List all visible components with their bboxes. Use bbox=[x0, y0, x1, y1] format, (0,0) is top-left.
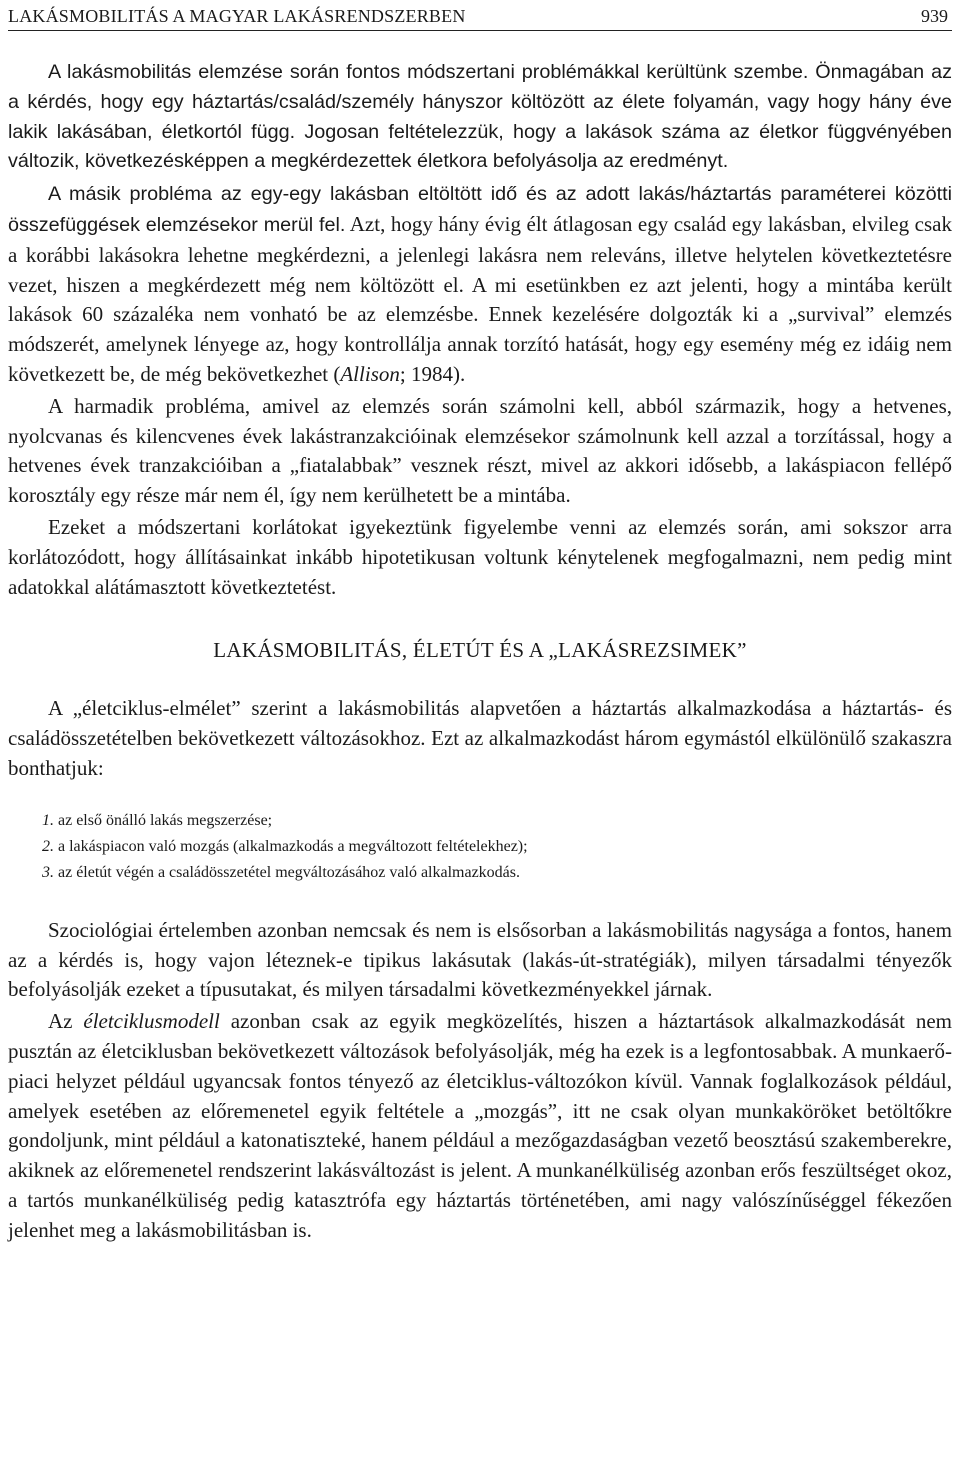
running-title: LAKÁSMOBILITÁS A MAGYAR LAKÁSRENDSZERBEN bbox=[8, 6, 466, 26]
paragraph-methodology bbox=[8, 58, 952, 177]
paragraph-limitations bbox=[8, 513, 952, 602]
list-item bbox=[42, 834, 952, 860]
paragraph-lifecycle-intro bbox=[8, 694, 952, 783]
running-head bbox=[8, 2, 952, 31]
phase-list bbox=[42, 808, 952, 886]
paragraph-text: azonban csak az egyik megközelítés, hiszen a háztartások alkalmazkodását nem pusztán az életciklusban bekövetkezett változások befolyásolják, még ha ezek is a legfontosabbak. A munkaerő-piaci helyzet például ugyancsak fontos tényező az életciklus-változókon kívül. Vannak foglalkozások például, amelyek esetében az előremenetel egyik feltétele a „mozgás”, itt ne csak olyan munkaköröket betöltőkre gondoljunk, mint például a katonatiszteké, hanem például a mezőgazdaságban vezető beosztású szakemberekre, akiknek az előremenetel rendszerint lakásváltozást is jelent. A munkanélküliség azonban erős feszültséget okoz, a tartós munkanélküliség pedig katasztrófa egy háztartás történetében, ami nagy valószínűséggel fékezően jelenhet meg a lakásmobilitásban is. bbox=[8, 1009, 952, 1242]
paragraph-second-problem bbox=[8, 179, 952, 390]
list-item-number: 3. bbox=[42, 863, 54, 881]
paragraph-text-sans: A másik probléma az egy-egy lakásban eltöltött idő és az adott lakás/háztartás paraméterei közötti összefüggések elemzésekor merül fel. bbox=[8, 183, 952, 236]
paragraph-text: A „életciklus-elmélet” szerint a lakásmobilitás alapvetően a háztartás alkalmazkodása a háztartás- és családösszetételben bekövetkezett változásokhoz. Ezt az alkalmazkodást három egymástól elkülönülő szakaszra bonthatjuk: bbox=[8, 696, 952, 780]
citation-author: Allison bbox=[340, 361, 400, 386]
list-item-text: az életút végén a családösszetétel megváltozásához való alkalmazkodás. bbox=[54, 863, 521, 881]
paragraph-third-problem bbox=[8, 392, 952, 511]
paragraph-text: A harmadik probléma, amivel az elemzés során számolni kell, abból származik, hogy a hetvenes, nyolcvanas és kilencvenes évek lakástranzakcióinak elemzésekor számolnunk kell azzal a torzítással, hogy a hetvenes évek tranzakcióiban a „fiatalabbak” vesznek részt, mivel az akkori idősebb, a lakáspiacon fellépő korosztály egy része már nem él, így nem kerülhetett be a mintába. bbox=[8, 393, 952, 508]
list-item-text: a lakáspiacon való mozgás (alkalmazkodás a megváltozott feltételekhez); bbox=[54, 837, 528, 855]
list-item-number: 1. bbox=[42, 811, 54, 829]
paragraph-text-serif: Azt, hogy hány évig élt átlagosan egy család egy lakásban, elvileg csak a korábbi lakásokra lehetne megkérdezni, a jelenlegi lakásra nem releváns, illetve helytelen következtetésre vezet, hiszen a megkérdezett még nem költözött el. A mi esetünkben ez azt jelenti, hogy a mintába került lakások 60 százaléka nem vonható be az elemzésbe. Ennek kezelésére dolgozták ki a „survival” elemzés módszerét, amelynek lényege az, hogy kontrollálja annak torzító hatását, hogy egy esemény még ez idáig nem következett be, de még bekövetkezhet ( bbox=[8, 211, 952, 386]
paragraph-text-lead: Az bbox=[48, 1009, 84, 1034]
document-page bbox=[8, 0, 952, 1480]
paragraph-text: Ezeket a módszertani korlátokat igyekeztünk figyelembe venni az elemzés során, ami sokszor arra korlátozódott, hogy állításainkat inkább hipotetikusan voltunk kénytelenek megfogalmazni, nem pedig mint adatokkal alátámasztott következtetést. bbox=[8, 514, 952, 599]
list-item bbox=[42, 808, 952, 834]
list-item bbox=[42, 860, 952, 886]
paragraph-text: Szociológiai értelemben azonban nemcsak és nem is elsősorban a lakásmobilitás nagysága a fontos, hanem az a kérdés is, hogy vajon léteznek-e tipikus lakásutak (lakás-út-stratégiák), milyen társadalmi tényezők befolyásolják ezeket a típusutakat, és milyen társadalmi következményekkel járnak. bbox=[8, 917, 952, 1002]
list-item-number: 2. bbox=[42, 837, 54, 855]
paragraph-sociological bbox=[8, 916, 952, 1005]
section-heading: LAKÁSMOBILITÁS, ÉLETÚT ÉS A „LAKÁSREZSIMEK” bbox=[213, 638, 747, 663]
list-item-text: az első önálló lakás megszerzése; bbox=[54, 811, 273, 829]
term-lifecycle-model: életciklusmodell bbox=[83, 1009, 220, 1034]
body-text bbox=[8, 58, 952, 1246]
paragraph-lifecycle-model bbox=[8, 1007, 952, 1245]
paragraph-text: A lakásmobilitás elemzése során fontos módszertani problémákkal kerültünk szembe. Önmagában az a kérdés, hogy egy háztartás/család/személy hányszor költözött az élete folyamán, vagy hogy hány éve lakik lakásában, életkortól függ. Jogosan feltételezzük, hogy a lakások száma az életkor függvényében változik, következésképpen a megkérdezettek életkora befolyásolja az eredményt. bbox=[8, 61, 952, 173]
page-number: 939 bbox=[921, 6, 948, 26]
citation-year: ; 1984). bbox=[399, 361, 466, 386]
